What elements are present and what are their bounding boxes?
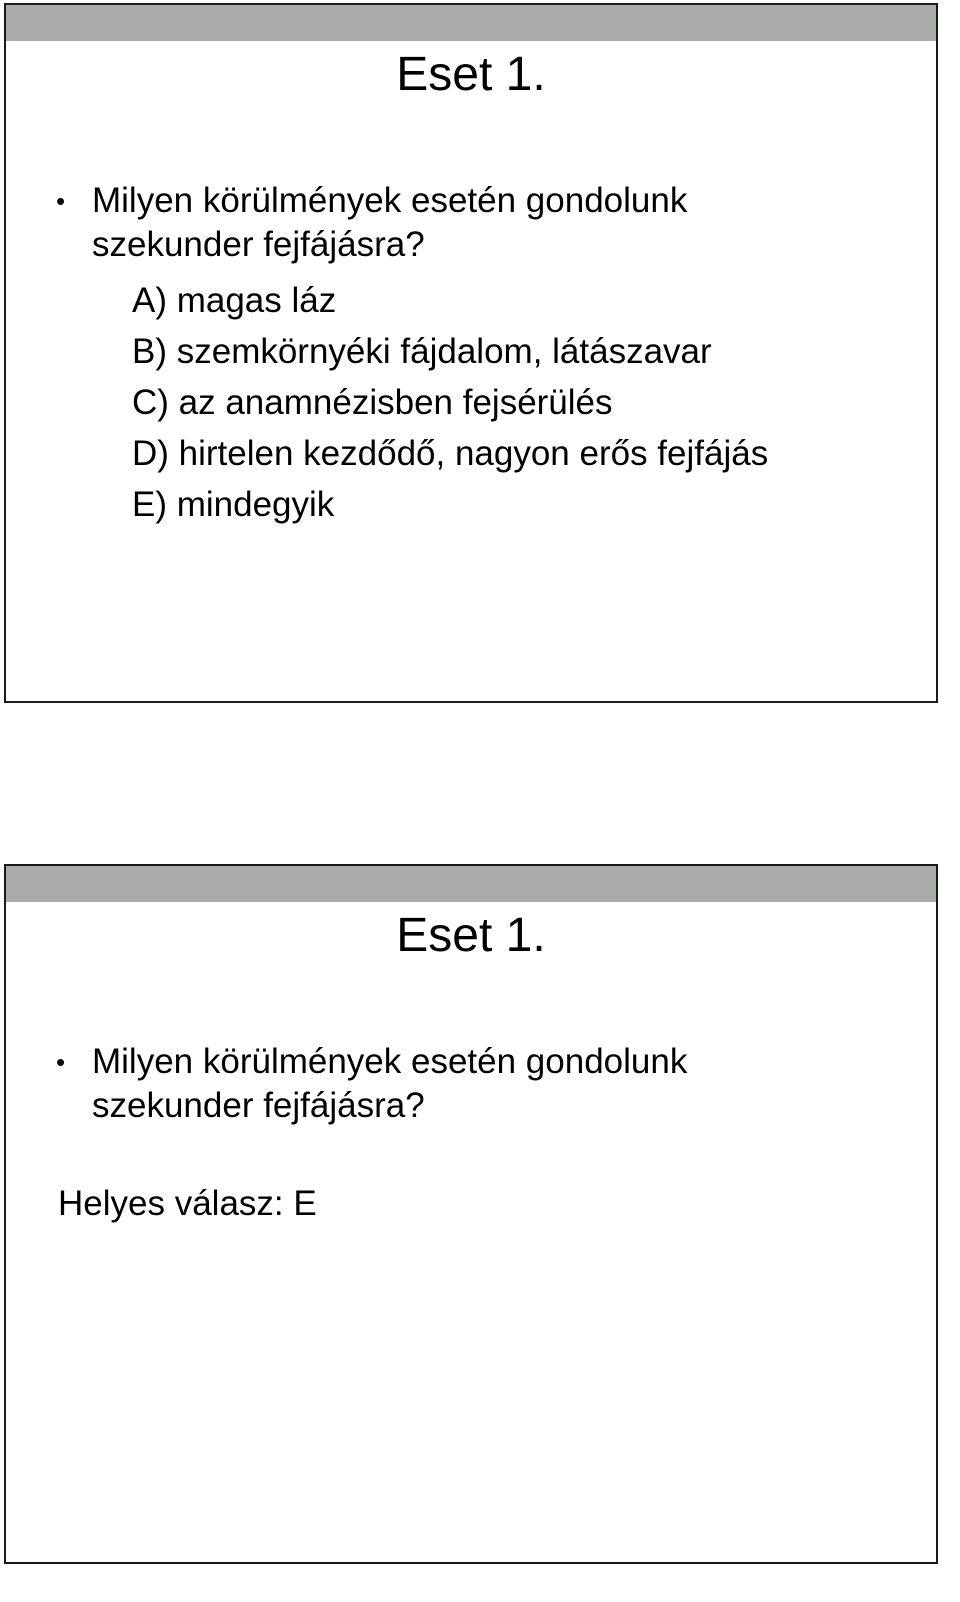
question-bullet — [56, 179, 792, 267]
slide-header-bar — [6, 866, 936, 902]
slide-question — [4, 3, 938, 703]
question-bullet — [56, 1040, 792, 1128]
bullet-row — [56, 1040, 792, 1128]
bullet-row — [56, 179, 792, 267]
option-c: C) az anamnézisben fejsérülés — [132, 383, 613, 422]
option-a: A) magas láz — [132, 281, 337, 320]
option-b: B) szemkörnyéki fájdalom, látászavar — [132, 332, 712, 371]
question-text: Milyen körülmények esetén gondolunk szekunder fejfájásra? — [92, 181, 688, 264]
slide-answer — [4, 864, 938, 1564]
slide-title: Eset 1. — [396, 48, 546, 101]
bullet-icon: • — [56, 1047, 66, 1077]
answer-options — [132, 275, 768, 530]
slide-title: Eset 1. — [396, 909, 546, 962]
option-e: E) mindegyik — [132, 485, 335, 524]
option-d: D) hirtelen kezdődő, nagyon erős fejfájás — [132, 434, 769, 473]
question-text: Milyen körülmények esetén gondolunk szekunder fejfájásra? — [92, 1042, 688, 1125]
slide-header-bar — [6, 5, 936, 41]
correct-answer: Helyes válasz: E — [58, 1184, 317, 1223]
bullet-icon: • — [56, 186, 66, 216]
